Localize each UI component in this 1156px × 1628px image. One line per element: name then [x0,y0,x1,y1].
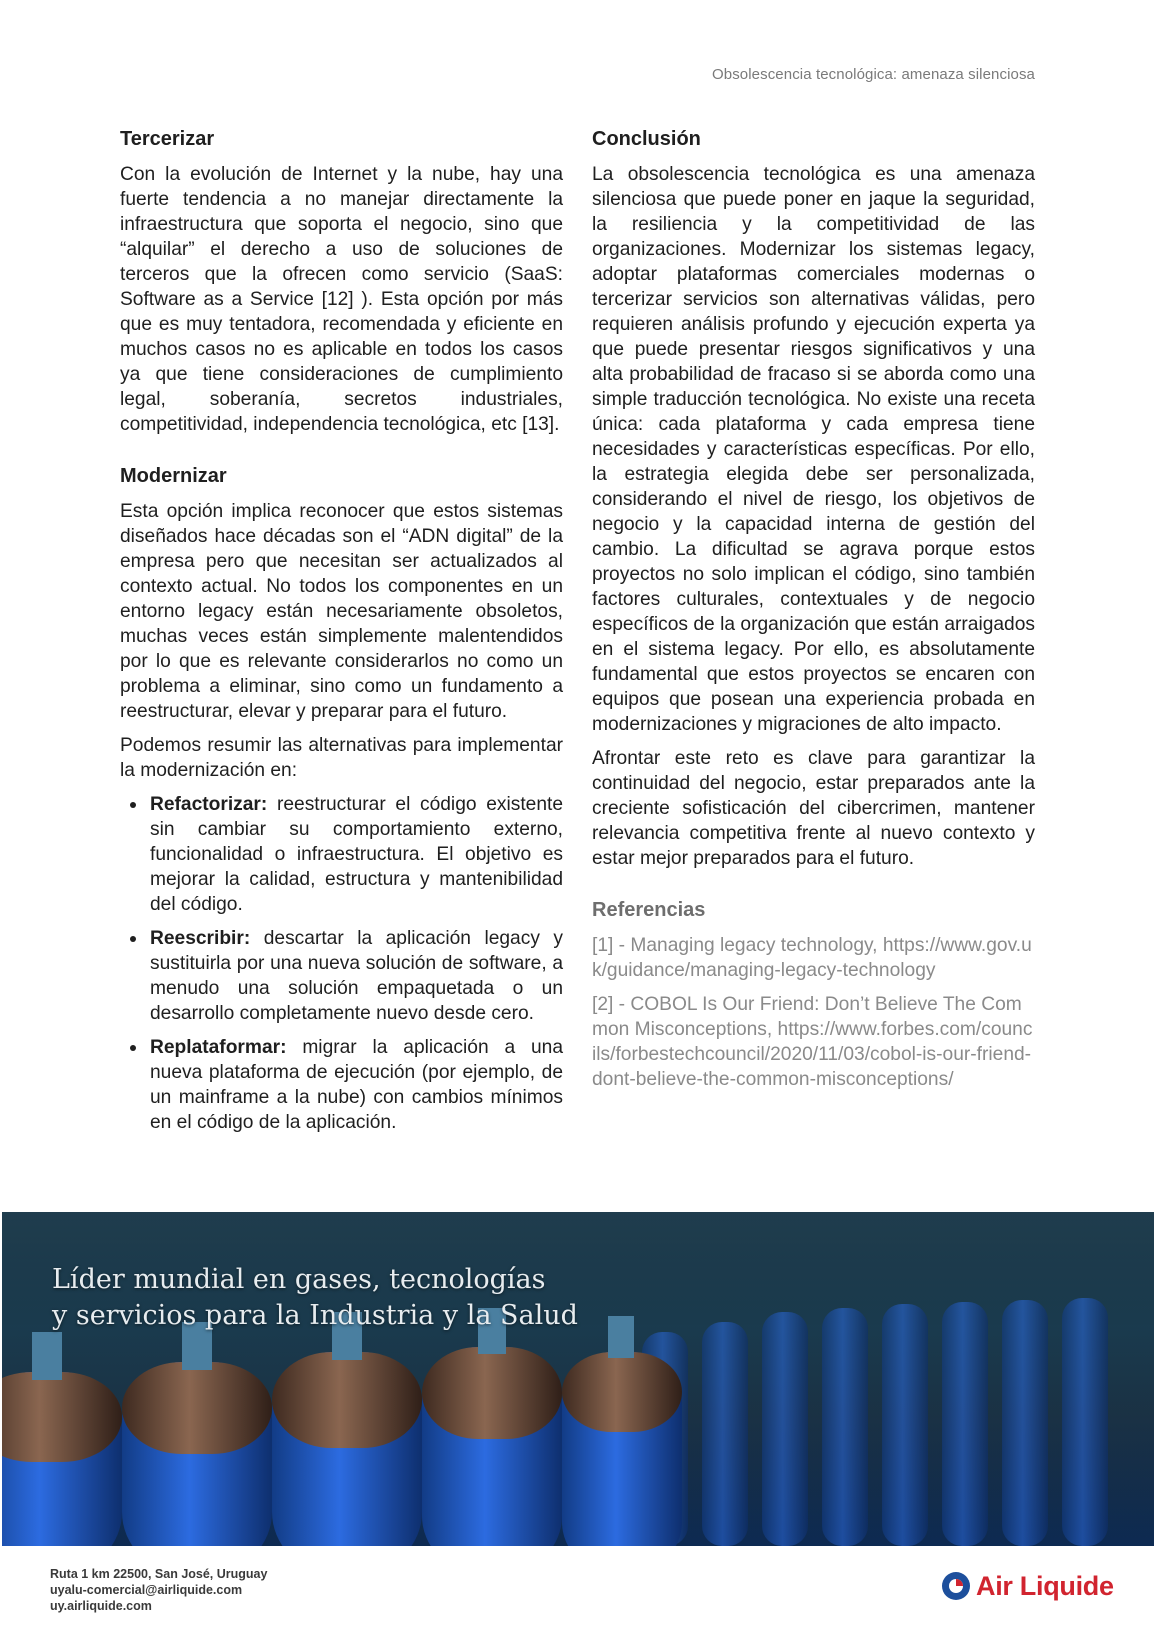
section-conclusion [592,126,1035,871]
ad-contact-info [50,1566,267,1614]
ad-slogan-line: Líder mundial en gases, tecnologías [52,1264,546,1295]
list-item-text: reestructurar el código existente sin cambiar su comportamiento externo, funcionalidad o infraestructura. El objetivo es mejorar la calidad, estructura y mantenibilidad del código. [150,794,563,915]
ad-slogan [52,1262,578,1334]
section-modernizar [120,463,563,1135]
ad-footer [0,1546,1156,1628]
air-liquide-logo-text: Air Liquide [976,1570,1114,1601]
heading-tercerizar: Tercerizar [120,128,215,150]
ad-website[interactable]: uy.airliquide.com [50,1599,152,1613]
list-item [150,1035,563,1135]
list-item [150,926,563,1026]
paragraph-modernizar: Esta opción implica reconocer que estos sistemas diseñados hace décadas son el “ADN digital” de la empresa pero que necesitan ser actualizados al contexto actual. No todos los componentes en un entorno legacy están necesariamente obsoletos, muchas veces están simplemente malentendidos por lo que es relevante considerarlos no como un problema a eliminar, sino como un fundamento a reestructurar, elevar y preparar para el futuro. [120,501,563,722]
air-liquide-logo[interactable] [940,1570,1114,1602]
left-column [120,126,563,1161]
list-item-term: Refactorizar: [150,794,268,815]
advertisement-banner[interactable] [0,1212,1156,1628]
paragraph-tercerizar: Con la evolución de Internet y la nube, hay una fuerte tendencia a no manejar directamente la infraestructura que soporta el negocio, sino que “alquilar” el derecho a uso de soluciones de terceros que la ofrecen como servicio (SaaS: Software as a Service [12] ). Esta opción por más que es muy tentadora, recomendada y eficiente en muchos casos no es aplicable en todos los casos ya que tiene consideraciones de cumplimiento legal, soberanía, secretos industriales, competitividad, independencia tecnológica, etc [13]. [120,164,563,435]
bullet-icon [130,1045,136,1051]
running-header: Obsolescencia tecnológica: amenaza silenciosa [711,66,1035,83]
heading-conclusion: Conclusión [592,128,701,150]
paragraph-modernizar-intro: Podemos resumir las alternativas para implementar la modernización en: [120,735,563,781]
right-column [592,126,1035,1118]
bullet-icon [130,936,136,942]
list-item [150,792,563,917]
section-references [592,897,1035,1092]
list-item-term: Replataformar: [150,1037,287,1058]
bullet-icon [130,802,136,808]
heading-modernizar: Modernizar [120,465,227,487]
paragraph-conclusion-2: Afrontar este reto es clave para garantizar la continuidad del negocio, estar preparados ante la creciente sofisticación del cibercrimen, mantener relevancia competitiva frente al nuevo contexto y estar mejor preparados para el futuro. [592,748,1035,869]
ad-slogan-line: y servicios para la Industria y la Salud [52,1300,578,1331]
paragraph-conclusion-1: La obsolescencia tecnológica es una amenaza silenciosa que puede poner en jaque la seguridad, la resiliencia y la competitividad de las organizaciones. Modernizar los sistemas legacy, adoptar plataformas comerciales modernas o tercerizar servicios son alternativas válidas, pero requieren análisis profundo y ejecución experta ya que puede presentar riesgos significativos y una alta probabilidad de fracaso si se aborda como una simple traducción tecnológica. No existe una receta única: cada plataforma y cada empresa tiene necesidades y características específicas. Por ello, la estrategia elegida debe ser personalizada, considerando el nivel de riesgo, los objetivos de negocio y la capacidad interna de gestión del cambio. La dificultad se agrava porque estos proyectos no solo implican el código, sino también factores culturales, contextuales y de negocio específicos de la organización que están arraigados en el sistema legacy. Por ello, es absolutamente fundamental que estos proyectos se encaren con equipos que posean una experiencia probada en modernizaciones y migraciones de alto impacto. [592,164,1035,735]
ad-email[interactable]: uyalu-comercial@airliquide.com [50,1583,243,1597]
modernization-list [120,792,563,1135]
ad-address: Ruta 1 km 22500, San José, Uruguay [50,1567,268,1581]
list-item-term: Reescribir: [150,928,251,949]
air-liquide-logo-icon [940,1570,972,1602]
list-item-text: migrar la aplicación a una nueva plataforma de ejecución (por ejemplo, de un mainframe a la nube) con cambios mínimos en el código de la aplicación. [150,1037,563,1133]
reference-item[interactable]: [1] - Managing legacy technology, https://www.gov.uk/guidance/managing-legacy-technology [592,935,1032,981]
gas-cylinders-photo [2,1212,1154,1546]
heading-references: Referencias [592,899,706,921]
list-item-text: descartar la aplicación legacy y sustituirla por una nueva solución de software, a menudo una solución empaquetada o un desarrollo completamente nuevo desde cero. [150,928,563,1024]
reference-item[interactable]: [2] - COBOL Is Our Friend: Don’t Believe The Common Misconceptions, https://www.forbes.com/councils/forbestechcouncil/2020/11/03/cobol-is-our-friend-dont-believe-the-common-misconceptions/ [592,994,1033,1090]
section-tercerizar [120,126,563,437]
